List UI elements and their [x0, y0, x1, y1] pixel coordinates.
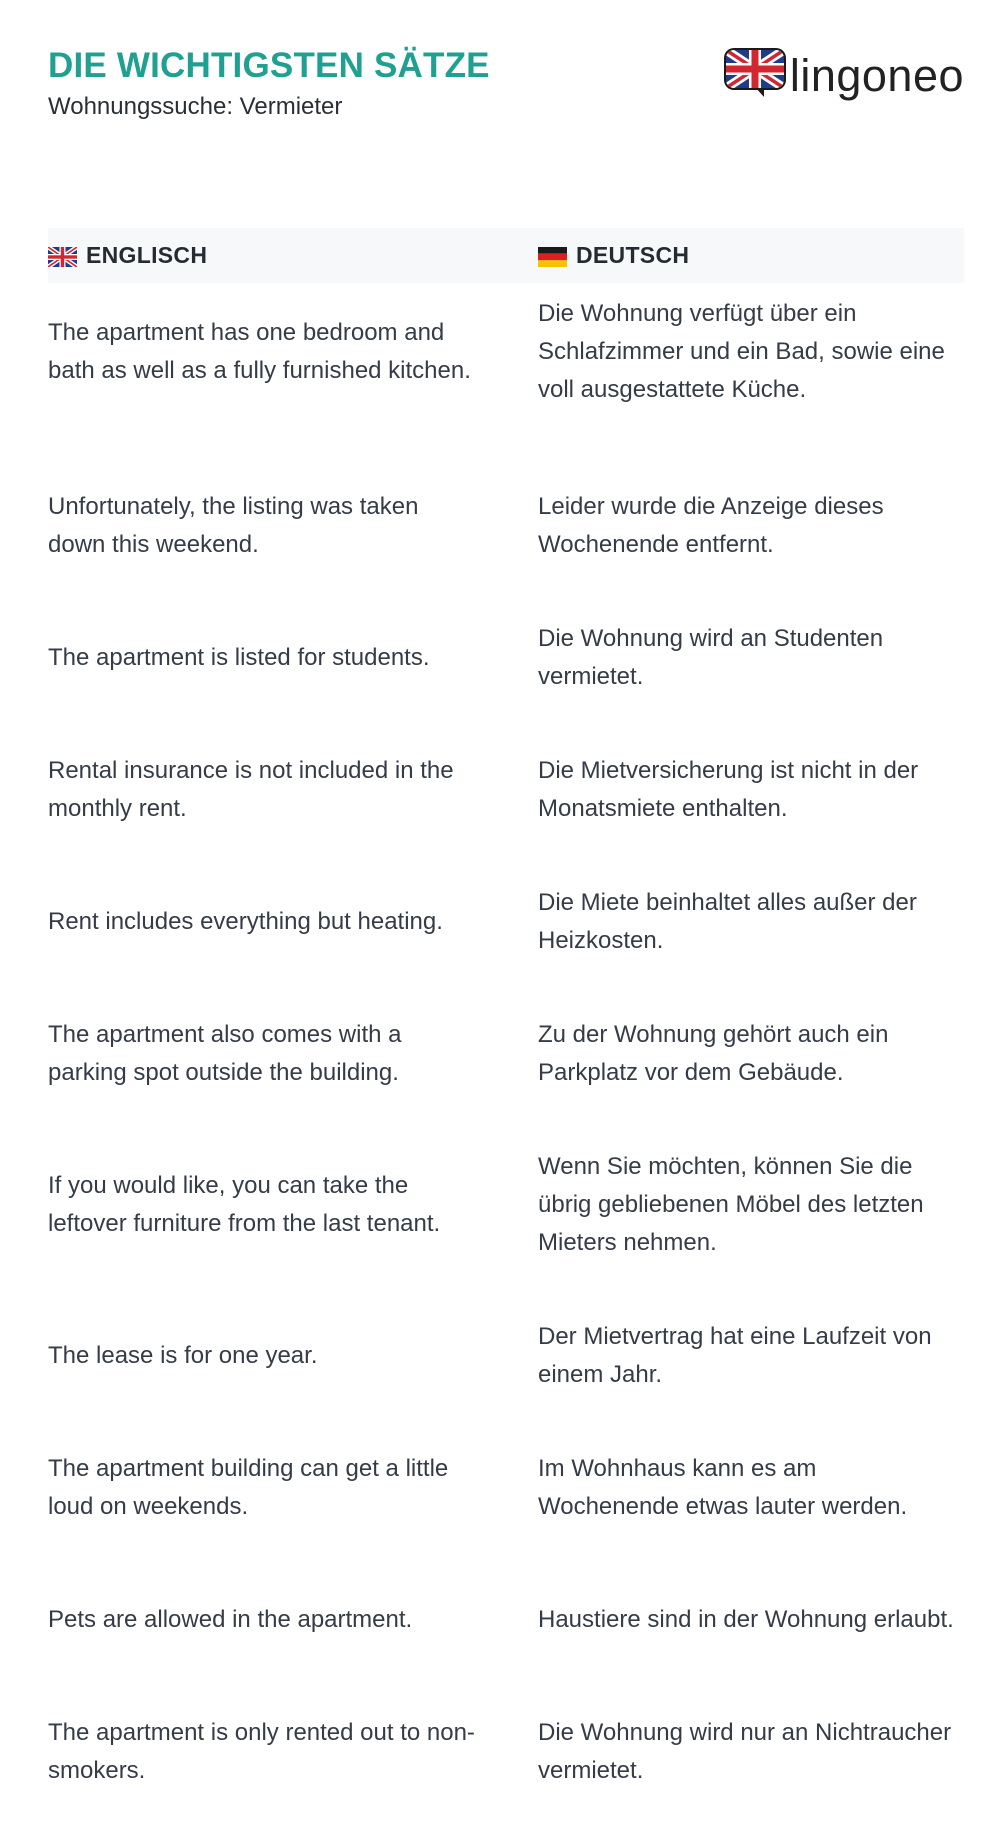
- german-phrase: Die Miete beinhaltet alles außer der Heizkosten.: [538, 889, 917, 954]
- german-phrase: Der Mietvertrag hat eine Laufzeit von einem Jahr.: [538, 1323, 932, 1388]
- table-row: [48, 1014, 964, 1094]
- table-row: [48, 1712, 964, 1792]
- english-phrase: The apartment has one bedroom and bath as well as a fully furnished kitchen.: [48, 319, 471, 384]
- english-phrase: If you would like, you can take the leftover furniture from the last tenant.: [48, 1172, 441, 1237]
- german-phrase: Zu der Wohnung gehört auch ein Parkplatz vor dem Gebäude.: [538, 1021, 889, 1086]
- table-row: [48, 882, 964, 962]
- german-phrase: Die Wohnung verfügt über ein Schlafzimmer und ein Bad, sowie eine voll ausgestattete Küche.: [538, 300, 945, 403]
- page-subtitle: Wohnungssuche: Vermieter: [48, 93, 343, 120]
- english-phrase: Rental insurance is not included in the monthly rent.: [48, 757, 454, 822]
- phrase-table: [48, 228, 964, 1792]
- uk-flag-icon: [48, 246, 77, 266]
- german-phrase: Leider wurde die Anzeige dieses Wochenende entfernt.: [538, 493, 884, 558]
- table-row: [48, 1146, 964, 1264]
- german-phrase: Die Wohnung wird nur an Nichtraucher vermietet.: [538, 1719, 952, 1784]
- german-phrase: Im Wohnhaus kann es am Wochenende etwas lauter werden.: [538, 1455, 908, 1520]
- uk-flag-speech-bubble-icon: [724, 48, 786, 103]
- german-phrase: Die Wohnung wird an Studenten vermietet.: [538, 625, 884, 690]
- header: [48, 46, 490, 122]
- english-phrase: The apartment also comes with a parking spot outside the building.: [48, 1021, 402, 1086]
- german-flag-icon: [538, 246, 567, 266]
- table-row: [48, 300, 964, 403]
- lingoneo-logo[interactable]: [724, 48, 964, 103]
- english-phrase: The apartment is listed for students.: [48, 644, 430, 671]
- table-header: [48, 228, 964, 283]
- table-row: [48, 1580, 964, 1660]
- german-phrase: Haustiere sind in der Wohnung erlaubt.: [538, 1606, 954, 1633]
- english-phrase: Unfortunately, the listing was taken down this weekend.: [48, 493, 419, 558]
- english-phrase: Pets are allowed in the apartment.: [48, 1606, 413, 1633]
- table-row: [48, 486, 964, 566]
- english-phrase: Rent includes everything but heating.: [48, 908, 443, 935]
- column-header-label: ENGLISCH: [86, 242, 208, 268]
- english-phrase: The apartment building can get a little loud on weekends.: [48, 1455, 449, 1520]
- column-header-label: DEUTSCH: [576, 242, 690, 268]
- table-row: [48, 1316, 964, 1396]
- page-title: DIE WICHTIGSTEN SÄTZE: [48, 46, 490, 85]
- german-phrase: Wenn Sie möchten, können Sie die übrig gebliebenen Möbel des letzten Mieters nehmen.: [538, 1153, 924, 1256]
- english-phrase: The lease is for one year.: [48, 1342, 318, 1369]
- english-phrase: The apartment is only rented out to non-smokers.: [48, 1719, 475, 1784]
- table-row: [48, 1448, 964, 1528]
- table-row: [48, 750, 964, 830]
- german-phrase: Die Mietversicherung ist nicht in der Monatsmiete enthalten.: [538, 757, 919, 822]
- column-header-deutsch: [538, 242, 689, 269]
- column-header-englisch: [48, 242, 538, 269]
- table-row: [48, 618, 964, 698]
- logo-text: lingoneo: [789, 49, 964, 101]
